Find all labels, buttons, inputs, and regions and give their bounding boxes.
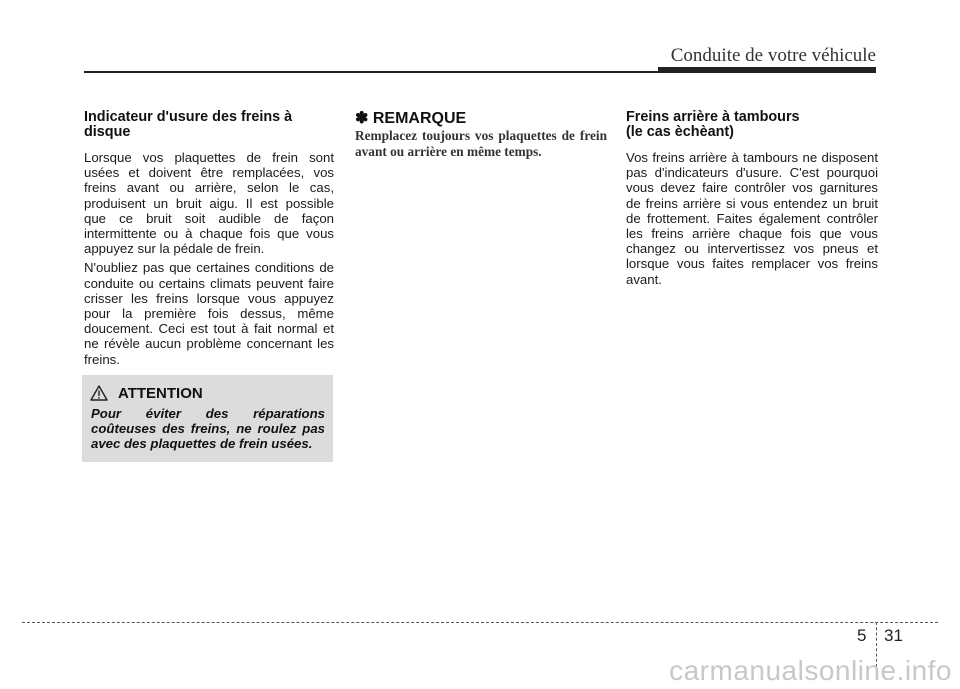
remark-text: Remplacez toujours vos plaquettes de frein avant ou arrière en même temps. — [355, 128, 607, 159]
header-rule-accent — [658, 67, 876, 73]
attention-text: Pour éviter des réparations coûteuses des freins, ne roulez pas avec des plaquettes de frein usées. — [91, 406, 325, 452]
column-brake-wear-indicator — [84, 110, 334, 371]
heading-line-1: Freins arrière à tambours — [626, 109, 800, 125]
paragraph-wear-noise: Lorsque vos plaquettes de frein sont usées et doivent être remplacées, vos freins avant ou arrière, selon le cas, produisent un bruit aigu. Il est possible que ce bruit soit audible de façon intermittente ou à chaque fois que vous appuyez sur la pédale de frein. — [84, 150, 334, 257]
page-number: 31 — [884, 626, 903, 645]
paragraph-squeal-normal: N'oubliez pas que certaines conditions de conduite ou certains climats peuvent faire crisser les freins lorsque vous appuyez pour la première fois dessus, même doucement. Ceci est tout à fait normal et ne révèle aucun problème concernant les freins. — [84, 260, 334, 367]
heading-rear-drum-brakes — [626, 110, 878, 140]
header-rule — [84, 71, 658, 73]
chapter-number: 5 — [857, 626, 867, 645]
column-remark — [355, 110, 607, 159]
section-title: Conduite de votre véhicule — [670, 45, 876, 66]
heading-line-2: (le cas èchèant) — [626, 124, 734, 140]
attention-title: ATTENTION — [118, 385, 203, 402]
attention-box — [82, 375, 333, 462]
paragraph-drum-brakes: Vos freins arrière à tambours ne disposent pas d'indicateurs d'usure. C'est pourquoi vous devez faire contrôler vos garnitures de freins arrière si vous entendez un bruit de frottement. Faites également contrôler les freins arrière chaque fois que vous changez ou intervertissez vos pneus et lorsque vous faites remplacer vos freins avant. — [626, 150, 878, 287]
remark-title: ✽ REMARQUE — [355, 110, 467, 127]
heading-brake-wear-indicator: Indicateur d'usure des freins à disque — [84, 109, 293, 140]
column-rear-drum-brakes — [626, 110, 878, 291]
watermark: carmanualsonline.info — [669, 655, 952, 686]
warning-triangle-icon — [90, 385, 108, 401]
footer-rule — [22, 622, 938, 623]
